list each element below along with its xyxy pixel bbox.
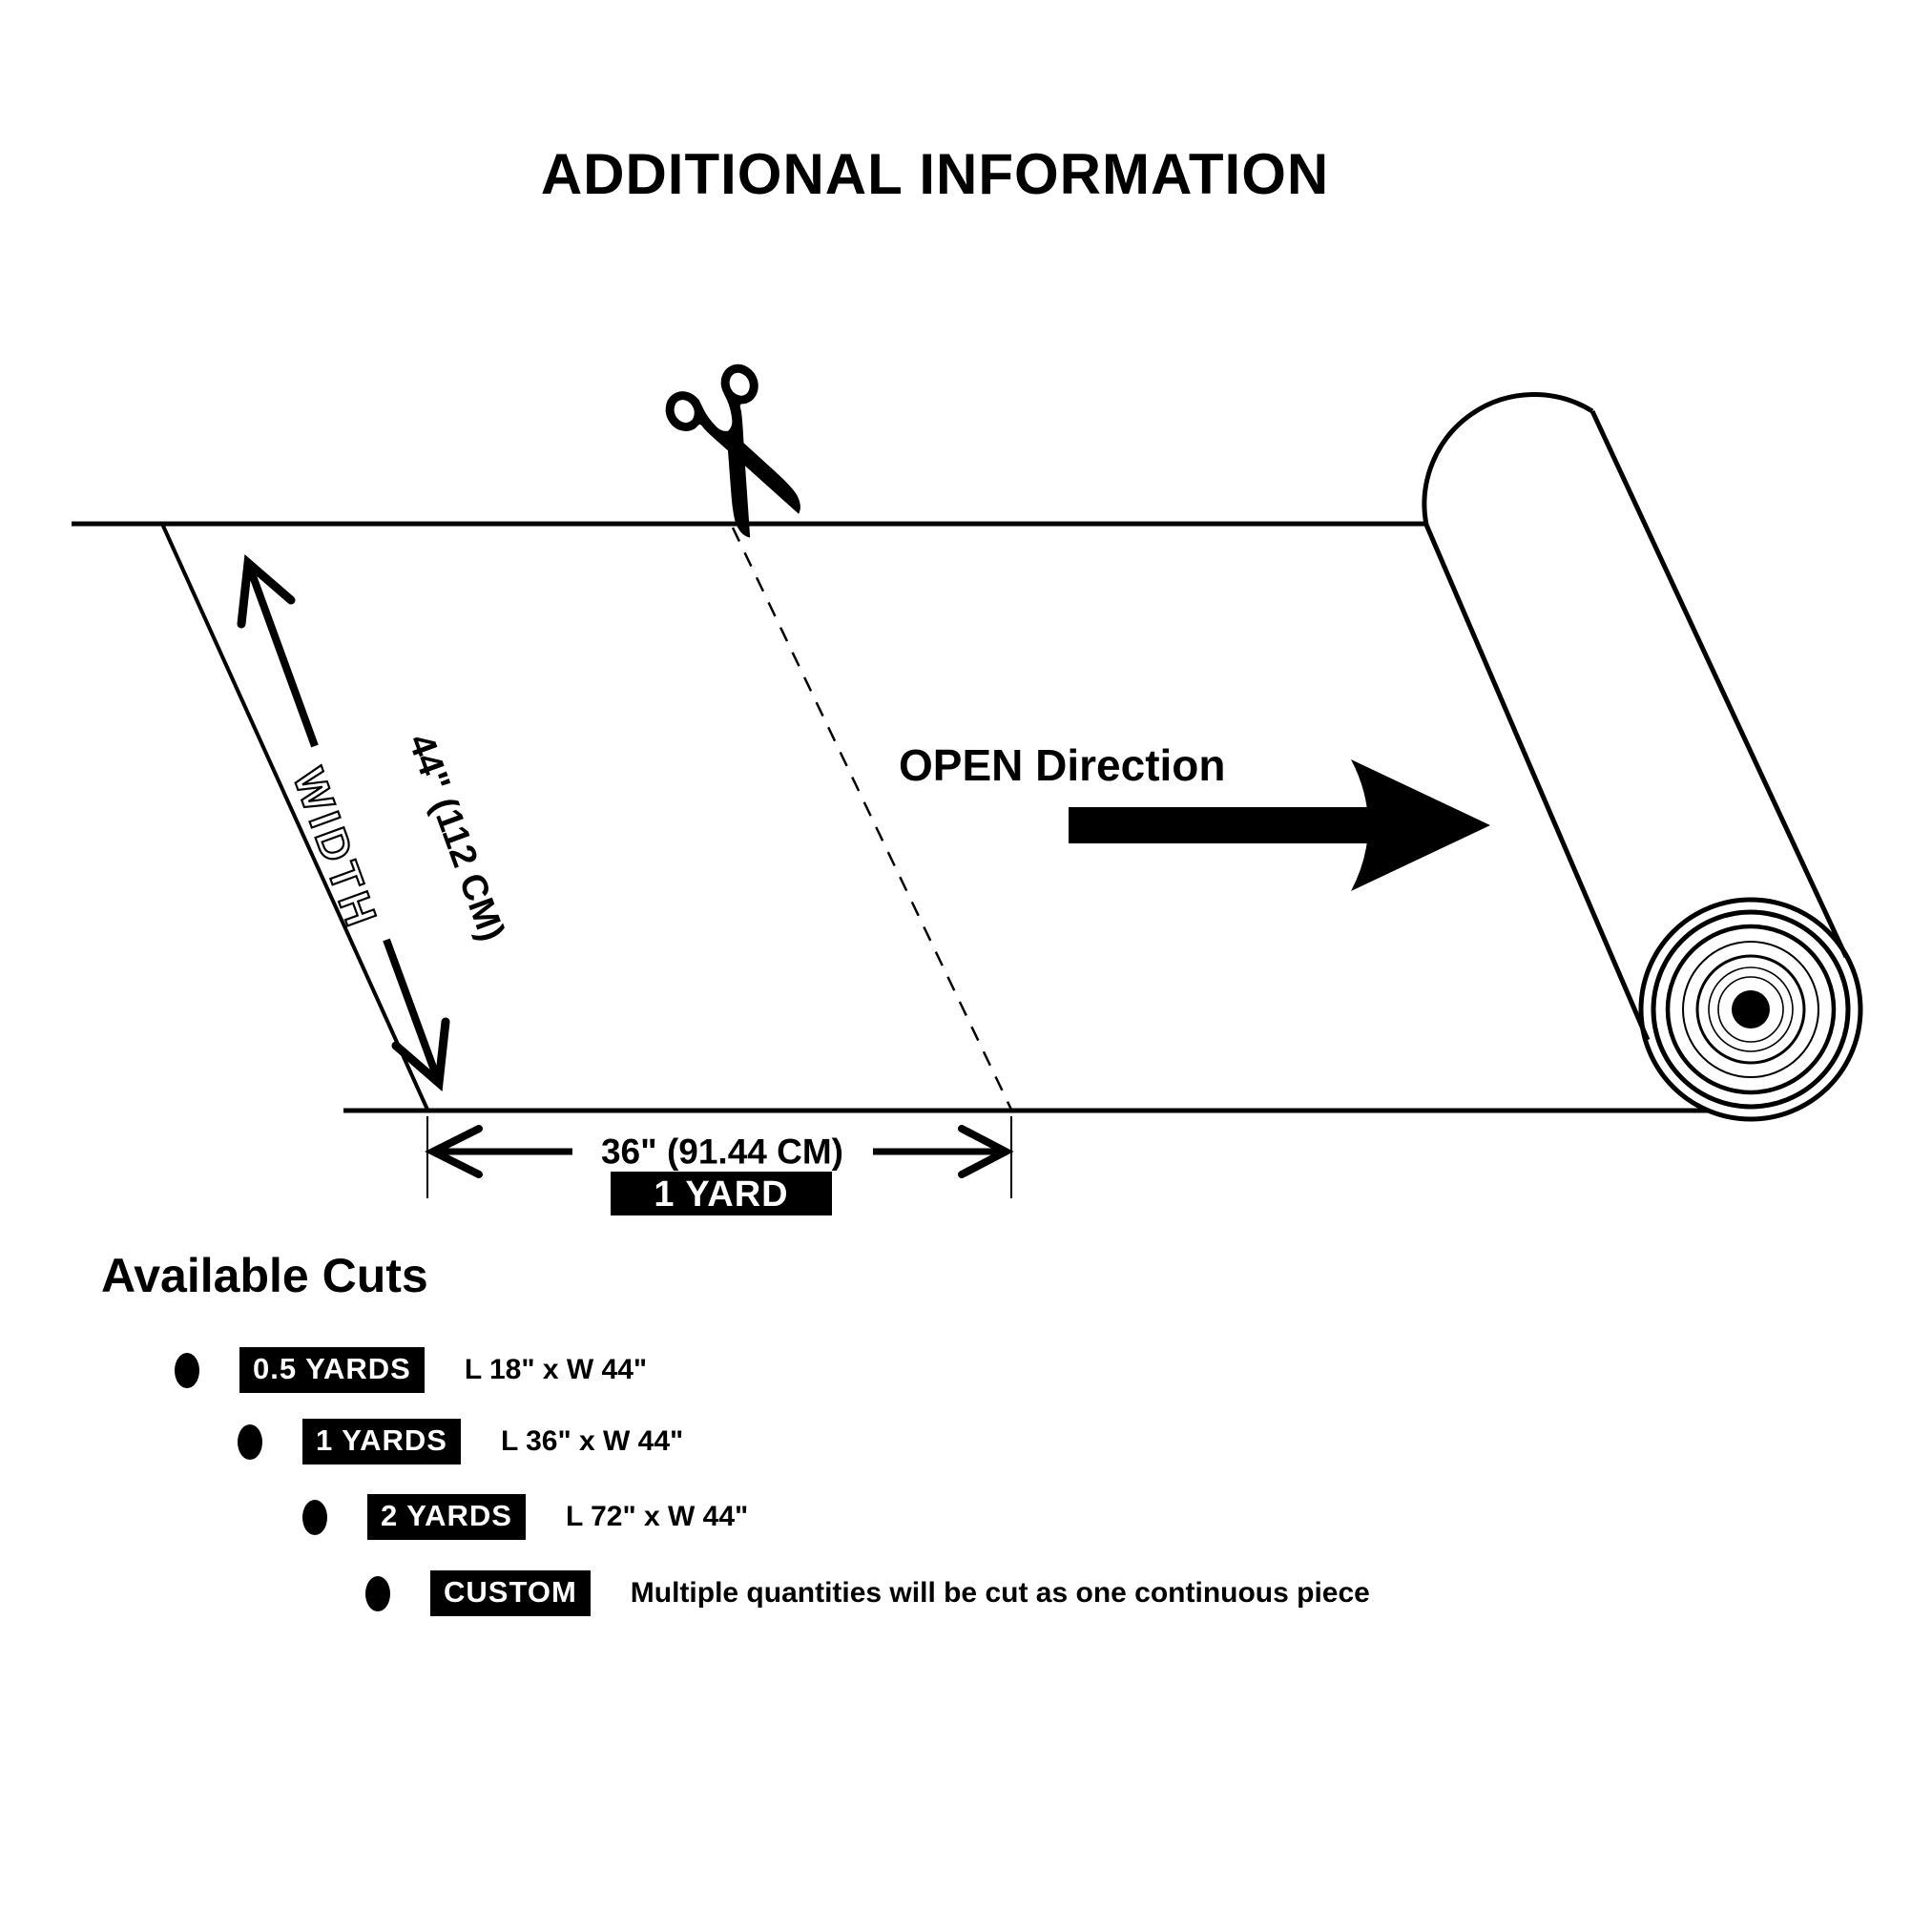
cut-row-one-yard [238,1419,683,1465]
cut-description: L 18" x W 44" [464,1354,648,1385]
page-title: ADDITIONAL INFORMATION [540,142,1330,206]
cut-badge: 2 YARDS [367,1494,526,1540]
cut-badge: CUSTOM [430,1570,591,1616]
available-cuts-heading: Available Cuts [101,1249,428,1302]
open-direction-label: OPEN Direction [899,740,1226,790]
cut-row-half-yard [175,1347,647,1393]
cut-badge: 0.5 YARDS [239,1347,425,1393]
width-word-label: WIDTH [283,761,388,937]
roll-end-spiral [1641,900,1860,1119]
bullet-icon [365,1576,390,1611]
bullet-icon [238,1424,262,1460]
cut-description: L 72" x W 44" [565,1501,749,1532]
yard-dimension [427,1116,1011,1215]
cut-row-two-yards [302,1494,748,1540]
cut-row-custom [365,1570,1370,1616]
yard-badge-label: 1 YARD [654,1174,789,1215]
scissors-icon: ✂ [579,317,890,595]
width-measure-label: 44" (112 CM) [400,729,512,946]
cut-badge: 1 YARDS [302,1419,461,1465]
cut-line [733,528,1011,1110]
cut-description: L 36" x W 44" [500,1425,684,1457]
bullet-icon [302,1500,327,1535]
fabric-roll [1424,394,1860,1119]
yard-length-label: 36" (91.44 CM) [600,1132,844,1172]
cut-description: Multiple quantities will be cut as one continuous piece [630,1577,1370,1609]
bullet-icon [175,1353,199,1388]
